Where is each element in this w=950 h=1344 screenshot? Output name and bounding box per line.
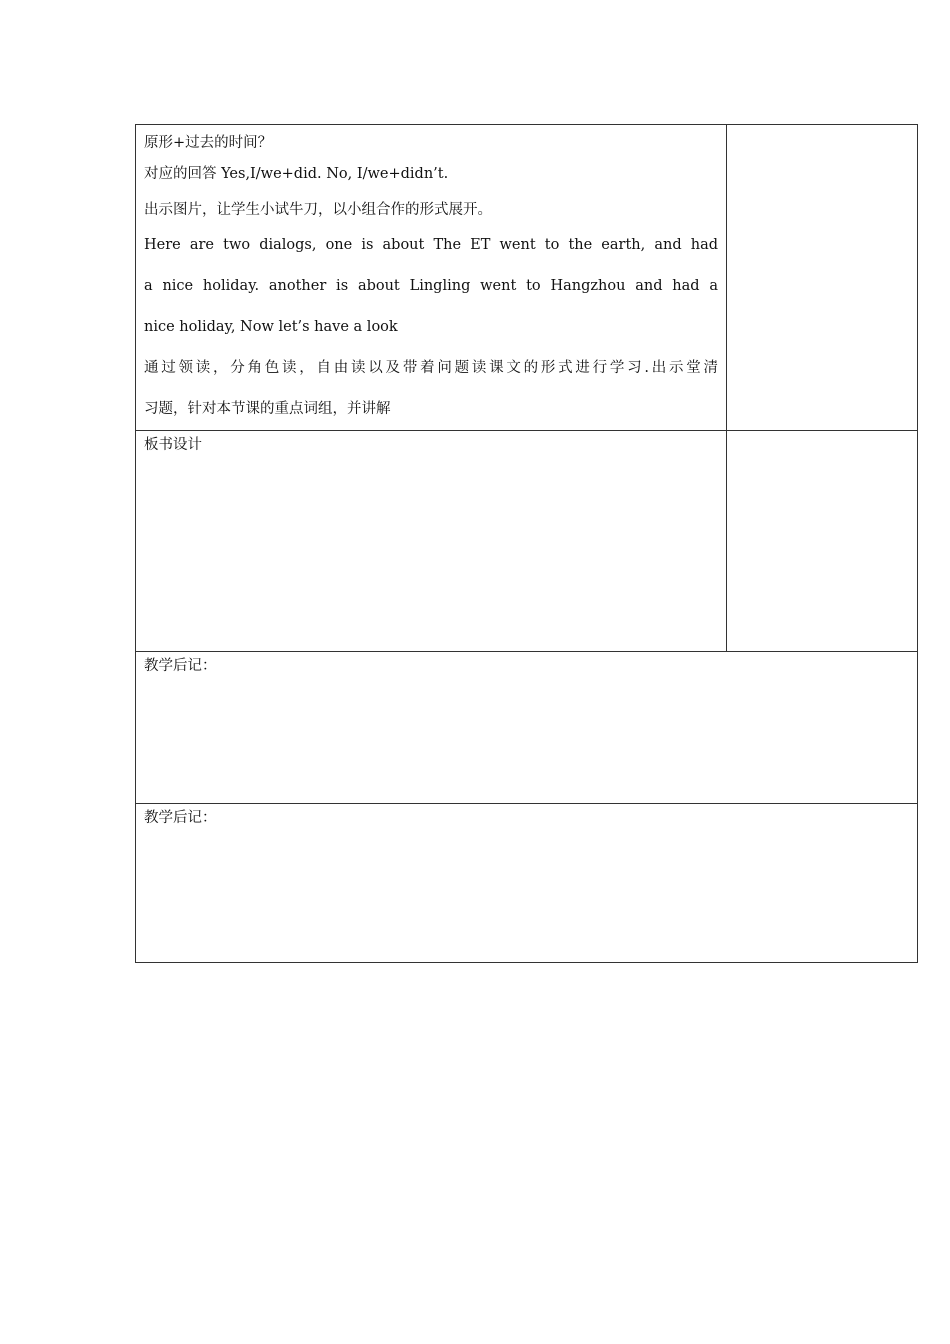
process-line-1: 原形+过去的时间？: [144, 135, 273, 151]
lesson-plan-table: [135, 124, 918, 963]
teaching-process-cell: [136, 125, 727, 431]
teaching-notes-label-1: 教学后记：: [144, 658, 217, 674]
teaching-process-row: [136, 125, 918, 431]
board-design-cell: [136, 431, 727, 652]
chinese-paragraph-line: 通过领读，分角色读，自由读以及带着问题读课文的形式进行学习.出示堂清: [144, 360, 718, 376]
chinese-paragraph-line: 习题，针对本节课的重点词组，并讲解: [144, 401, 391, 417]
process-line-3: 出示图片，让学生小试牛刀，以小组合作的形式展开。: [144, 202, 492, 218]
process-line-2: 对应的回答 Yes,I/we+did. No, I/we+didn’t.: [144, 166, 449, 182]
board-design-row: [136, 431, 918, 652]
english-paragraph-line: Here are two dialogs, one is about The ET went to the earth, and had: [144, 237, 718, 253]
english-paragraph-line: nice holiday, Now let’s have a look: [144, 319, 398, 335]
english-paragraph-line: a nice holiday. another is about Lingling went to Hangzhou and had a: [144, 278, 718, 294]
teaching-notes-label-2: 教学后记：: [144, 810, 217, 826]
teaching-notes-cell-1: [136, 652, 918, 804]
board-design-label: 板书设计: [144, 437, 202, 453]
teaching-notes-row-2: [136, 804, 918, 963]
board-side-cell: [727, 431, 918, 652]
teaching-notes-cell-2: [136, 804, 918, 963]
teaching-notes-row-1: [136, 652, 918, 804]
process-side-cell: [727, 125, 918, 431]
